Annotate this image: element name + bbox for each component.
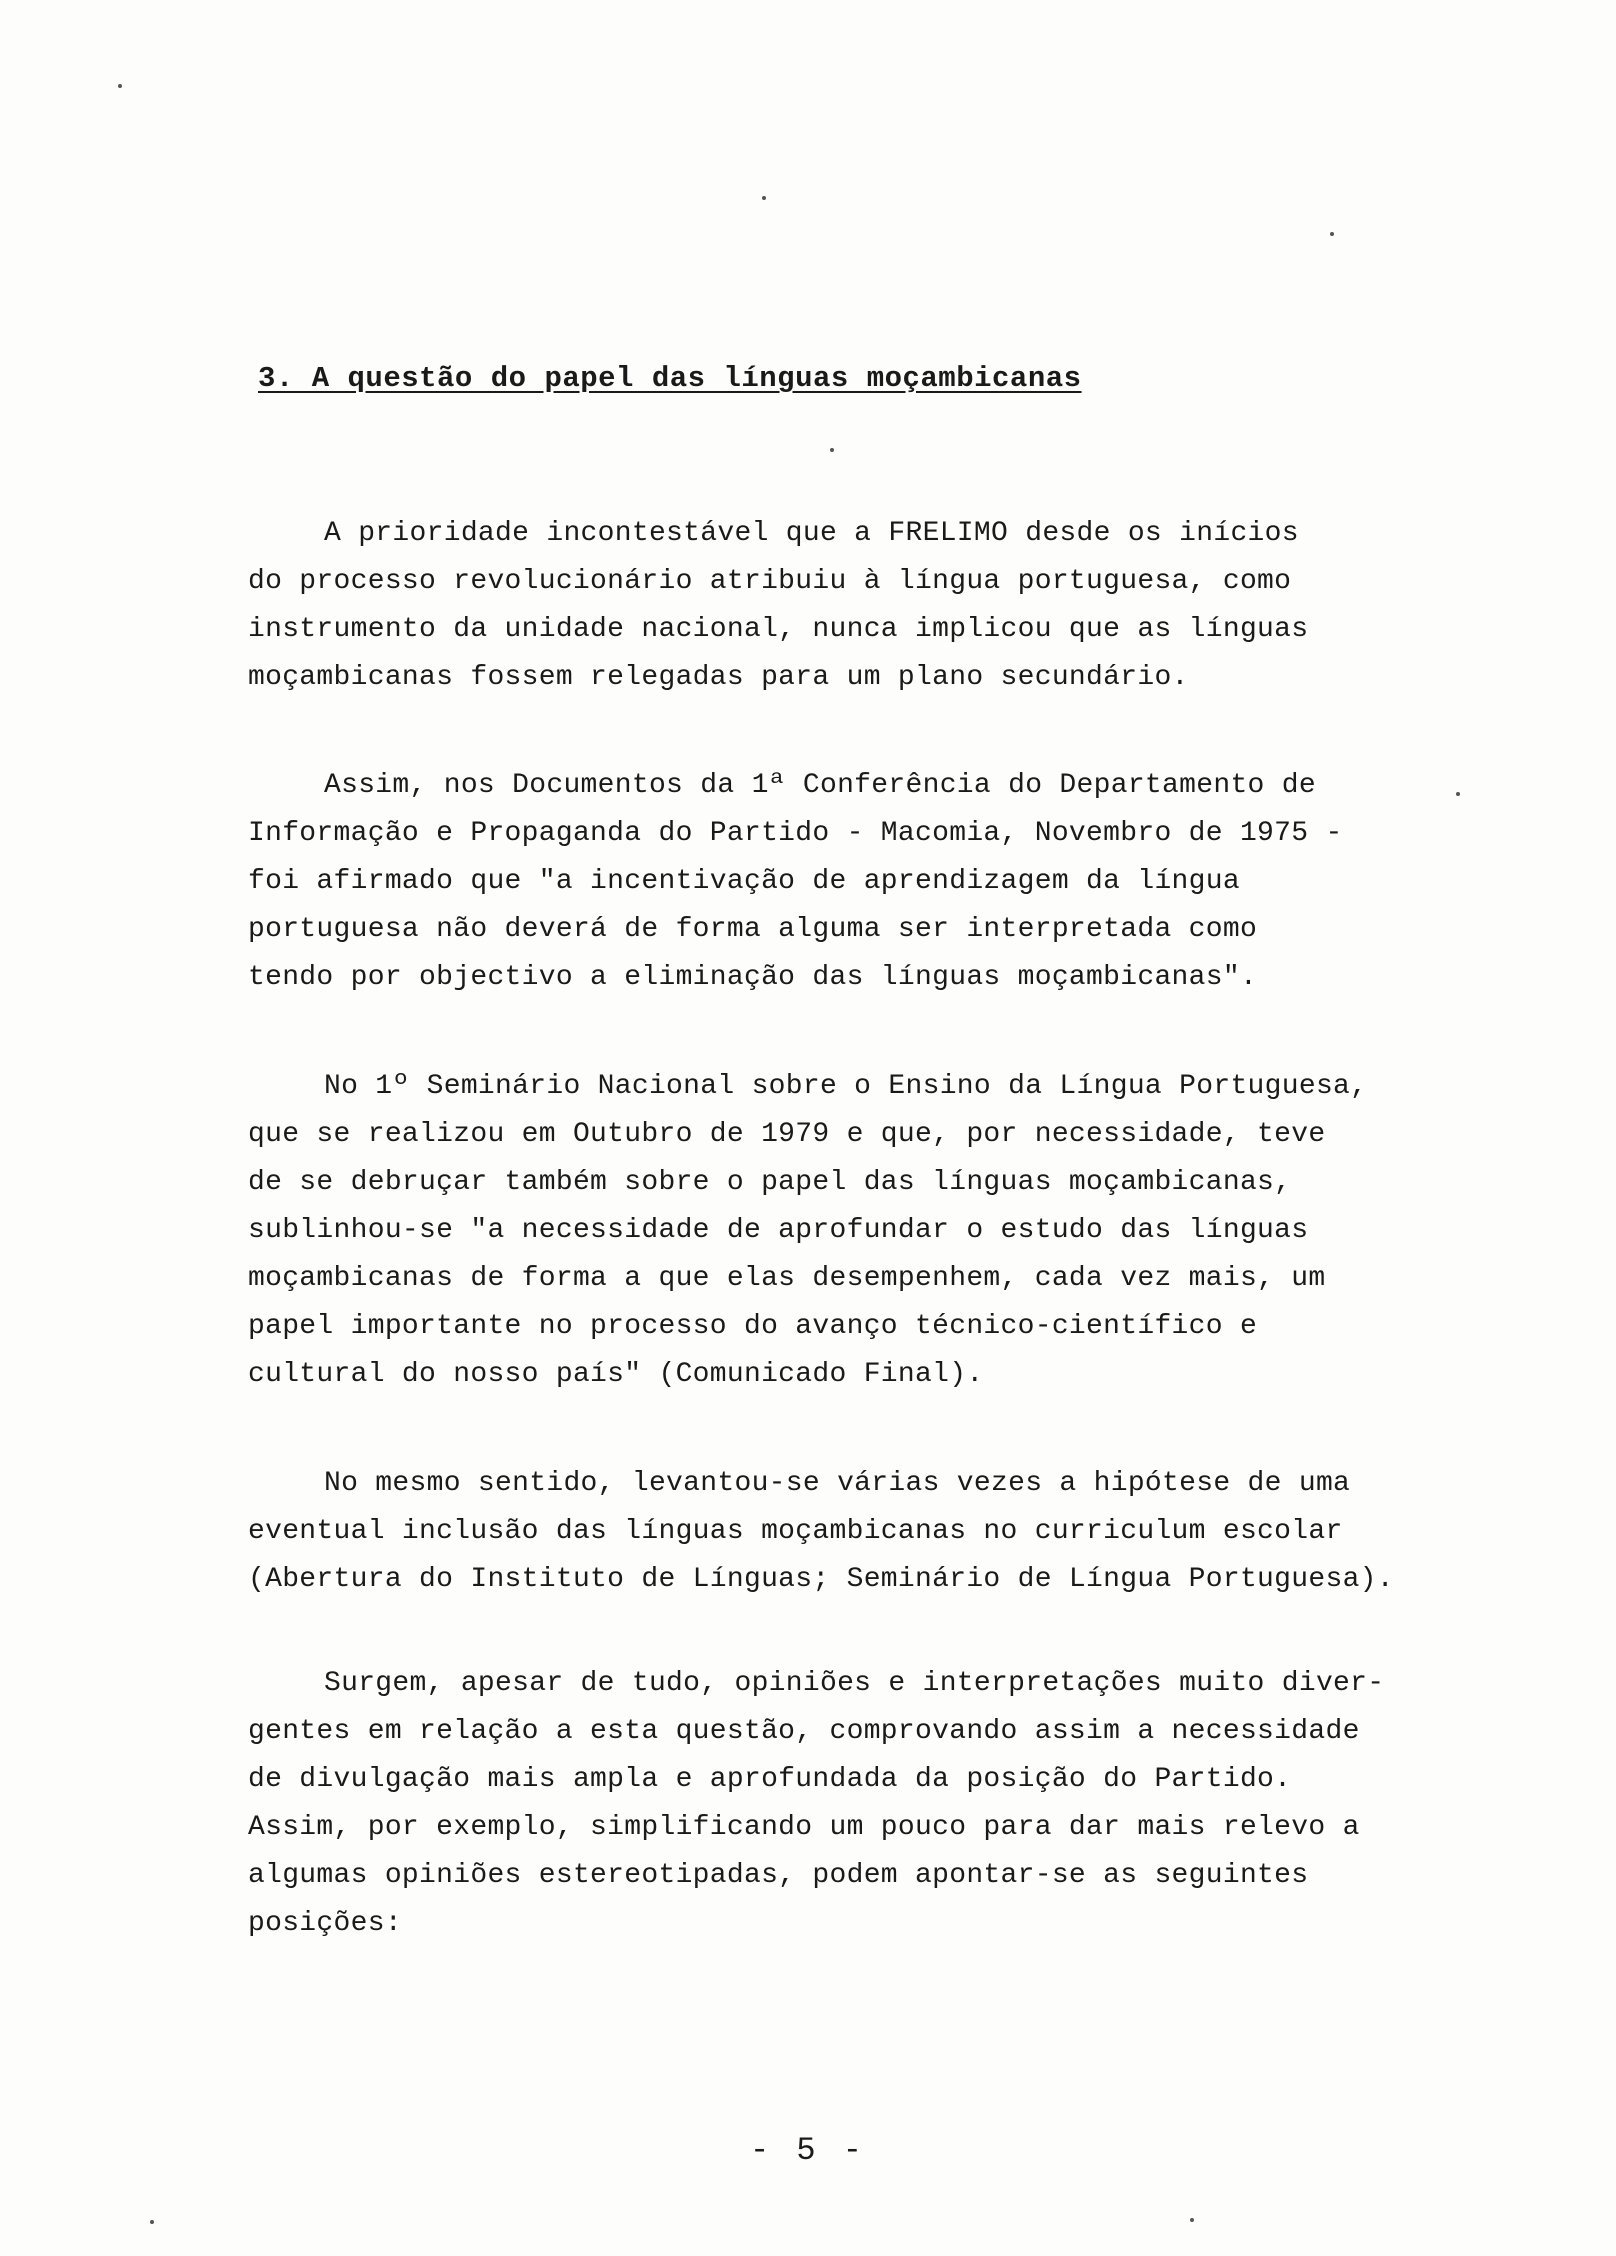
paragraph-line: moçambicanas fossem relegadas para um plano secundário.: [248, 662, 1189, 693]
paragraph-line: foi afirmado que "a incentivação de aprendizagem da língua: [248, 866, 1240, 897]
paragraph-line: de divulgação mais ampla e aprofundada da posição do Partido.: [248, 1764, 1292, 1795]
paragraph-line: Informação e Propaganda do Partido - Macomia, Novembro de 1975 -: [248, 818, 1343, 849]
page-number: - 5 -: [749, 2132, 866, 2169]
scan-speck: [1330, 232, 1334, 236]
paragraph-3: [248, 1063, 1428, 1399]
scan-speck: [1190, 2218, 1194, 2222]
paragraph-line: cultural do nosso país" (Comunicado Final).: [248, 1359, 984, 1390]
paragraph-line: portuguesa não deverá de forma alguma ser interpretada como: [248, 914, 1258, 945]
scan-speck: [118, 84, 122, 88]
paragraph-line: Assim, nos Documentos da 1ª Conferência do Departamento de: [324, 770, 1316, 801]
paragraph-line: Surgem, apesar de tudo, opiniões e interpretações muito diver-: [324, 1668, 1385, 1699]
paragraph-line: Assim, por exemplo, simplificando um pouco para dar mais relevo a: [248, 1812, 1360, 1843]
scan-speck: [830, 448, 834, 452]
paragraph-line: A prioridade incontestável que a FRELIMO desde os inícios: [324, 518, 1299, 549]
scan-speck: [762, 196, 766, 200]
paragraph-line: No 1º Seminário Nacional sobre o Ensino da Língua Portuguesa,: [324, 1071, 1368, 1102]
paragraph-line: No mesmo sentido, levantou-se várias vezes a hipótese de uma: [324, 1468, 1351, 1499]
paragraph-line: posições:: [248, 1908, 402, 1939]
paragraph-line: (Abertura do Instituto de Línguas; Seminário de Língua Portuguesa).: [248, 1564, 1394, 1595]
paragraph-line: eventual inclusão das línguas moçambicanas no curriculum escolar: [248, 1516, 1343, 1547]
paragraph-line: instrumento da unidade nacional, nunca implicou que as línguas: [248, 614, 1309, 645]
scan-speck: [1456, 792, 1460, 796]
section-heading: 3. A questão do papel das línguas moçambicanas: [258, 362, 1082, 395]
paragraph-line: do processo revolucionário atribuiu à língua portuguesa, como: [248, 566, 1292, 597]
paragraph-line: gentes em relação a esta questão, comprovando assim a necessidade: [248, 1716, 1360, 1747]
paragraph-line: papel importante no processo do avanço técnico-científico e: [248, 1311, 1258, 1342]
paragraph-line: tendo por objectivo a eliminação das línguas moçambicanas".: [248, 962, 1258, 993]
paragraph-4: [248, 1460, 1428, 1604]
paragraph-line: sublinhou-se "a necessidade de aprofundar o estudo das línguas: [248, 1215, 1309, 1246]
paragraph-line: moçambicanas de forma a que elas desempenhem, cada vez mais, um: [248, 1263, 1326, 1294]
paragraph-5: [248, 1660, 1428, 1948]
scan-speck: [150, 2220, 154, 2224]
paragraph-line: algumas opiniões estereotipadas, podem apontar-se as seguintes: [248, 1860, 1309, 1891]
paragraph-2: [248, 762, 1428, 1002]
paragraph-line: que se realizou em Outubro de 1979 e que, por necessidade, teve: [248, 1119, 1326, 1150]
paragraph-line: de se debruçar também sobre o papel das línguas moçambicanas,: [248, 1167, 1292, 1198]
paragraph-1: [248, 510, 1428, 702]
